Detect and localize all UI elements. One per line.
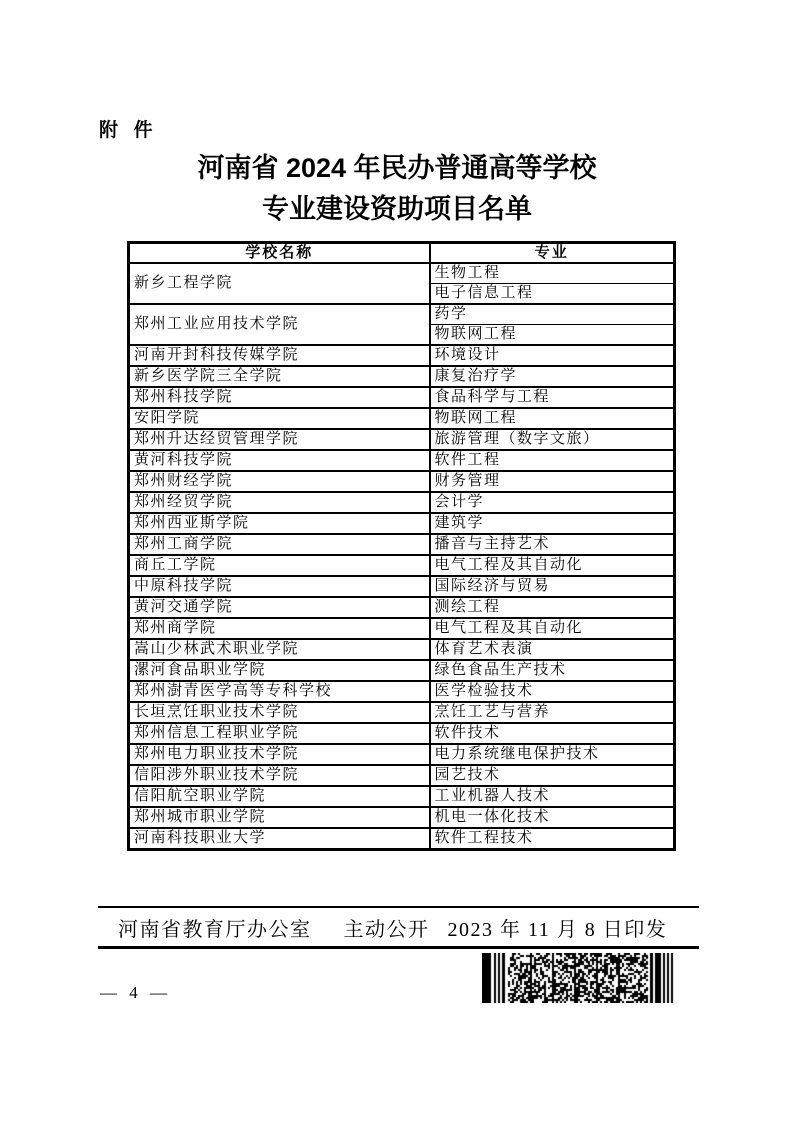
- major-cell: 工业机器人技术: [430, 786, 675, 807]
- school-cell: 安阳学院: [129, 408, 430, 429]
- table-row: [129, 702, 675, 723]
- footer-disclosure: 主动公开: [343, 919, 430, 941]
- document-title-line1: 河南省 2024 年民办普通高等学校: [197, 153, 597, 183]
- school-cell: 郑州澍青医学高等专科学校: [129, 681, 430, 702]
- table-row: [129, 597, 675, 618]
- school-cell: 嵩山少林武术职业学院: [129, 639, 430, 660]
- major-cell: 电力系统继电保护技术: [430, 744, 675, 765]
- table-row: [129, 263, 675, 284]
- table-row: [129, 534, 675, 555]
- major-cell: 物联网工程: [430, 408, 675, 429]
- major-cell: 环境设计: [430, 345, 675, 366]
- table-header-row: [129, 243, 675, 264]
- table-row: [129, 555, 675, 576]
- school-cell: 郑州城市职业学院: [129, 807, 430, 828]
- table-row: [129, 639, 675, 660]
- footer-print-date: 2023 年 11 月 8 日印发: [447, 919, 668, 941]
- major-cell: 医学检验技术: [430, 681, 675, 702]
- school-cell: 新乡医学院三全学院: [129, 366, 430, 387]
- major-cell: 体育艺术表演: [430, 639, 675, 660]
- table-row: [129, 304, 675, 325]
- major-cell: 国际经济与贸易: [430, 576, 675, 597]
- school-cell: 郑州西亚斯学院: [129, 513, 430, 534]
- barcode-image: [482, 953, 674, 1003]
- school-cell: 河南开封科技传媒学院: [129, 345, 430, 366]
- school-cell: 郑州信息工程职业学院: [129, 723, 430, 744]
- school-cell: 郑州经贸学院: [129, 492, 430, 513]
- major-cell: 软件技术: [430, 723, 675, 744]
- school-cell: 郑州工商学院: [129, 534, 430, 555]
- major-cell: 烹饪工艺与营养: [430, 702, 675, 723]
- table-row: [129, 513, 675, 534]
- major-cell: 药学: [430, 304, 675, 325]
- major-cell: 绿色食品生产技术: [430, 660, 675, 681]
- footer-issuer: 河南省教育厅办公室: [118, 919, 312, 941]
- footer-line: [98, 913, 699, 942]
- table-row: [129, 618, 675, 639]
- school-cell: 长垣烹饪职业技术学院: [129, 702, 430, 723]
- table-row: [129, 387, 675, 408]
- school-cell: 中原科技学院: [129, 576, 430, 597]
- school-cell: 信阳航空职业学院: [129, 786, 430, 807]
- school-cell: 郑州电力职业技术学院: [129, 744, 430, 765]
- major-cell: 机电一体化技术: [430, 807, 675, 828]
- table-row: [129, 429, 675, 450]
- major-cell: 电气工程及其自动化: [430, 618, 675, 639]
- table-row: [129, 366, 675, 387]
- school-cell: 郑州工业应用技术学院: [129, 304, 430, 345]
- school-cell: 黄河科技学院: [129, 450, 430, 471]
- page-number: — 4 —: [100, 983, 171, 1002]
- school-cell: 郑州财经学院: [129, 471, 430, 492]
- footer-rule-top: [98, 906, 699, 908]
- table-row: [129, 576, 675, 597]
- major-cell: 康复治疗学: [430, 366, 675, 387]
- table-row: [129, 492, 675, 513]
- major-cell: 建筑学: [430, 513, 675, 534]
- major-cell: 生物工程: [430, 263, 675, 284]
- major-cell: 软件工程: [430, 450, 675, 471]
- major-cell: 软件工程技术: [430, 828, 675, 850]
- school-cell: 信阳涉外职业技术学院: [129, 765, 430, 786]
- table-row: [129, 450, 675, 471]
- table-row: [129, 807, 675, 828]
- table-row: [129, 723, 675, 744]
- school-cell: 黄河交通学院: [129, 597, 430, 618]
- major-cell: 旅游管理（数字文旅）: [430, 429, 675, 450]
- school-cell: 漯河食品职业学院: [129, 660, 430, 681]
- projects-table: [127, 241, 676, 851]
- header-major: 专业: [430, 243, 675, 264]
- table-row: [129, 471, 675, 492]
- school-cell: 郑州商学院: [129, 618, 430, 639]
- major-cell: 食品科学与工程: [430, 387, 675, 408]
- table-body: [129, 263, 675, 850]
- footer-rule-bottom: [98, 946, 699, 949]
- major-cell: 测绘工程: [430, 597, 675, 618]
- table-row: [129, 345, 675, 366]
- table-row: [129, 765, 675, 786]
- school-cell: 郑州升达经贸管理学院: [129, 429, 430, 450]
- major-cell: 物联网工程: [430, 325, 675, 346]
- major-cell: 电气工程及其自动化: [430, 555, 675, 576]
- table-row: [129, 786, 675, 807]
- major-cell: 会计学: [430, 492, 675, 513]
- school-cell: 河南科技职业大学: [129, 828, 430, 850]
- document-title: [0, 148, 794, 230]
- major-cell: 财务管理: [430, 471, 675, 492]
- table-row: [129, 408, 675, 429]
- table-row: [129, 828, 675, 850]
- school-cell: 商丘工学院: [129, 555, 430, 576]
- school-cell: 新乡工程学院: [129, 263, 430, 304]
- table-row: [129, 744, 675, 765]
- major-cell: 播音与主持艺术: [430, 534, 675, 555]
- table-row: [129, 660, 675, 681]
- table-row: [129, 681, 675, 702]
- major-cell: 电子信息工程: [430, 284, 675, 305]
- school-cell: 郑州科技学院: [129, 387, 430, 408]
- major-cell: 园艺技术: [430, 765, 675, 786]
- document-title-line2: 专业建设资助项目名单: [262, 194, 532, 224]
- attachment-label: 附 件: [99, 120, 155, 141]
- header-school-name: 学校名称: [129, 243, 430, 264]
